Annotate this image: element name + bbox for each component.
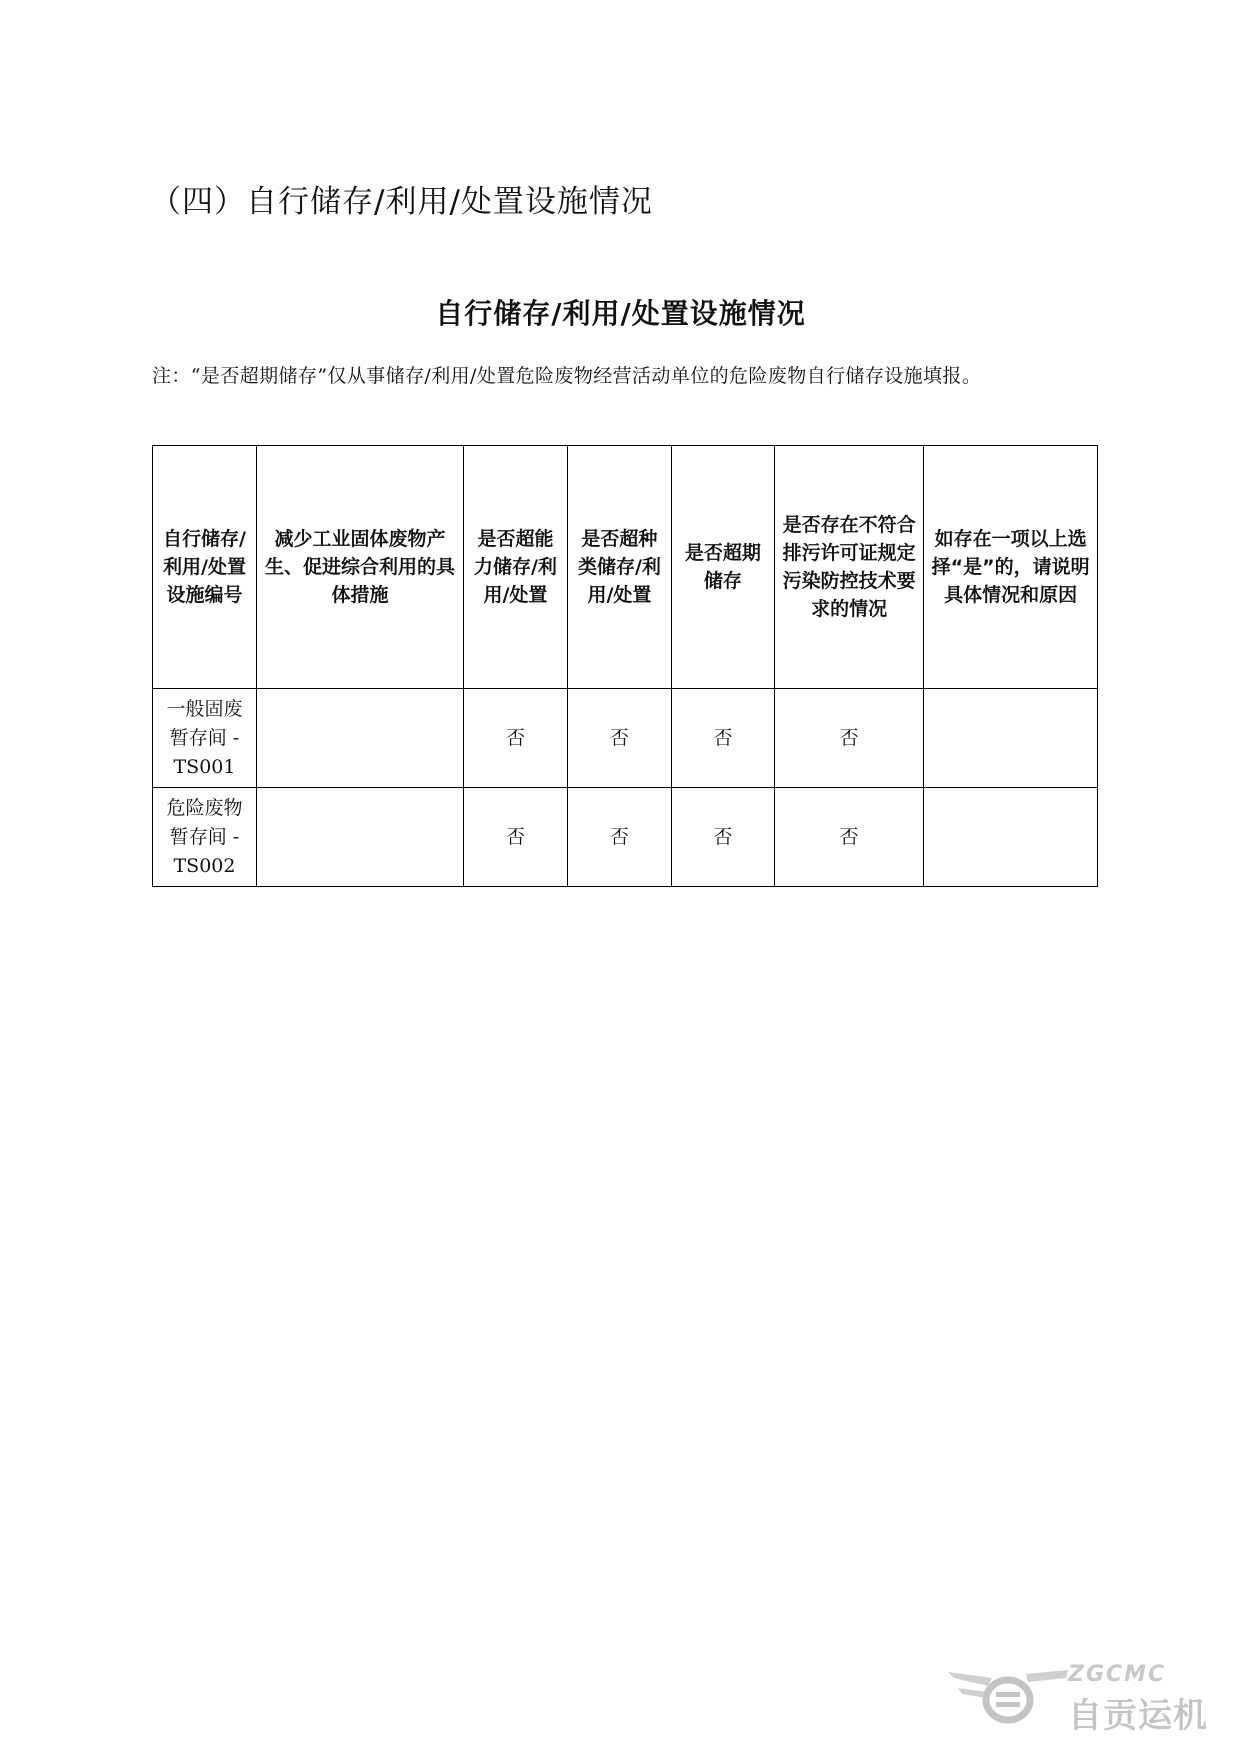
company-logo-icon [948,1664,1068,1728]
table-row [153,788,1098,887]
table-row [153,689,1098,788]
cell-explanation [924,788,1098,887]
header-explanation: 如存在一项以上选择“是”的，请说明具体情况和原因 [924,446,1098,689]
table-title: 自行储存/利用/处置设施情况 [435,297,806,330]
cell-facility-id: 一般固废暂存间 -TS001 [153,689,257,788]
header-measures: 减少工业固体废物产生、促进综合利用的具体措施 [256,446,463,689]
cell-over-period: 否 [671,689,774,788]
watermark-logo [948,1660,1218,1736]
cell-non-compliance: 否 [774,689,923,788]
cell-over-period: 否 [671,788,774,887]
header-over-capacity: 是否超能力储存/利用/处置 [463,446,567,689]
header-over-period: 是否超期储存 [671,446,774,689]
section-heading: （四）自行储存/利用/处置设施情况 [150,184,653,220]
cell-facility-id: 危险废物暂存间 -TS002 [153,788,257,887]
cell-over-type: 否 [567,788,671,887]
watermark-latin: ZGCMC [1068,1662,1167,1687]
table-note: 注：“是否超期储存”仅从事储存/利用/处置危险废物经营活动单位的危险废物自行储存设施填报。 [152,365,982,387]
header-non-compliance: 是否存在不符合排污许可证规定污染防控技术要求的情况 [774,446,923,689]
cell-over-type: 否 [567,689,671,788]
header-facility-id: 自行储存/利用/处置设施编号 [153,446,257,689]
cell-explanation [924,689,1098,788]
cell-measures [256,689,463,788]
cell-non-compliance: 否 [774,788,923,887]
watermark-chinese: 自贡运机 [1068,1696,1208,1736]
cell-over-capacity: 否 [463,788,567,887]
facility-table [152,445,1098,887]
header-row [153,446,1098,689]
header-over-type: 是否超种类储存/利用/处置 [567,446,671,689]
cell-measures [256,788,463,887]
cell-over-capacity: 否 [463,689,567,788]
